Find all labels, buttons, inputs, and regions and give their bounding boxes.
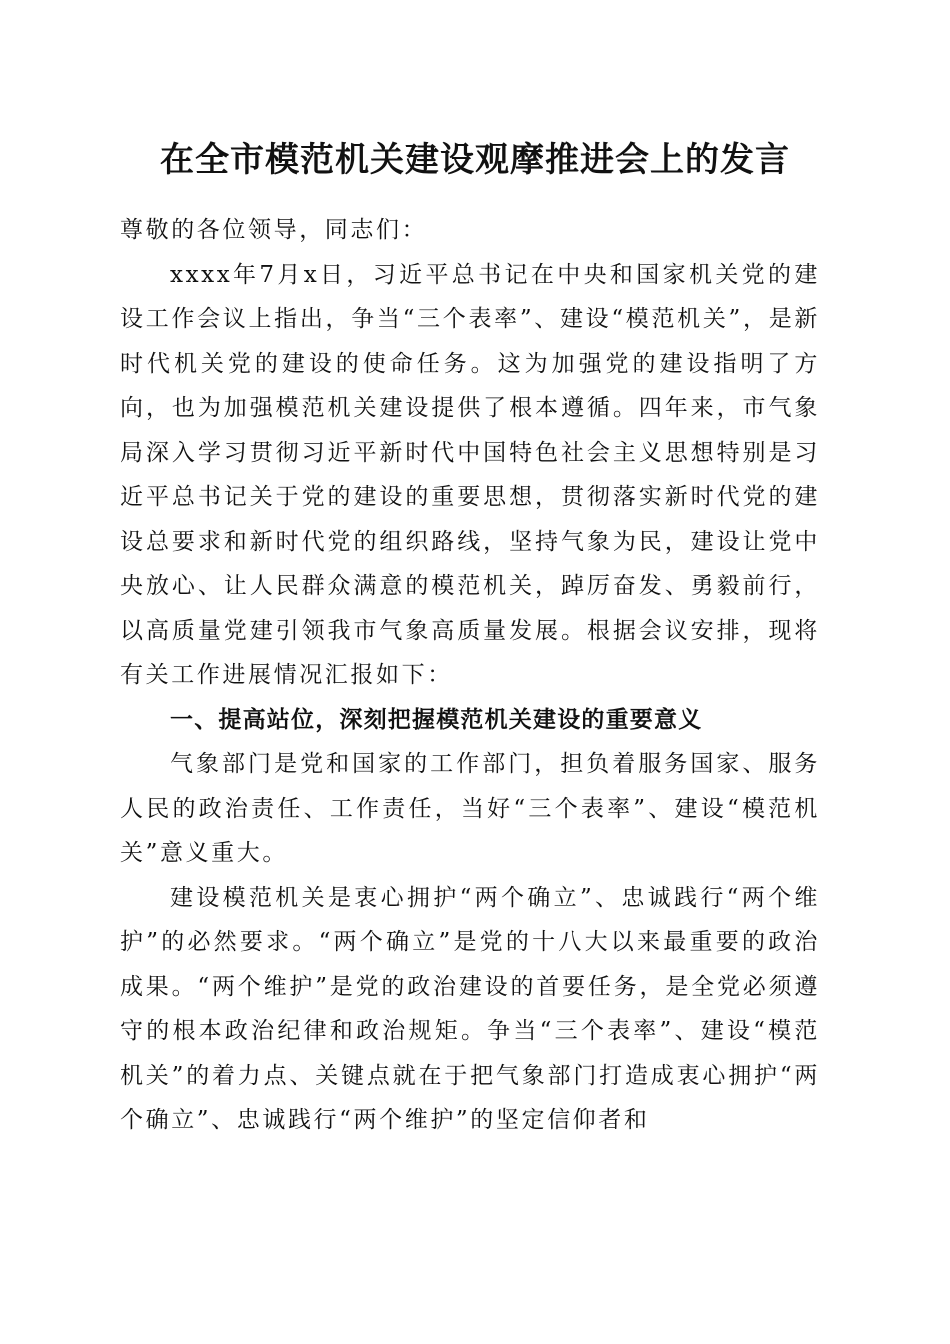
paragraph-section-1-point-1: 建设模范机关是衷心拥护“两个确立”、忠诚践行“两个维护”的必然要求。“两个确立”是党的十八大以来最重要的政治成果。“两个维护”是党的政治建设的首要任务，是全党必须遵守的根本政治纪律和政治规矩。争当“三个表率”、建设“模范机关”的着力点、关键点就在于把气象部门打造成衷心拥护“两个确立”、忠诚践行“两个维护”的坚定信仰者和 [120, 884, 820, 1133]
paragraph-section-1-intro: 气象部门是党和国家的工作部门，担负着服务国家、服务人民的政治责任、工作责任，当好“三个表率”、建设“模范机关”意义重大。 [120, 751, 820, 866]
section-heading-1: 一、提高站位，深刻把握模范机关建设的重要意义 [170, 706, 703, 733]
salutation: 尊敬的各位领导，同志们： [120, 217, 428, 243]
document-title: 在全市模范机关建设观摩推进会上的发言 [160, 140, 790, 180]
document-body [120, 208, 820, 1143]
paragraph-intro: xxxx年7月x日，习近平总书记在中央和国家机关党的建设工作会议上指出，争当“三个表率”、建设“模范机关”，是新时代机关党的建设的使命任务。这为加强党的建设指明了方向，也为加强模范机关建设提供了根本遵循。四年来，市气象局深入学习贯彻习近平新时代中国特色社会主义思想特别是习近平总书记关于党的建设的重要思想，贯彻落实新时代党的建设总要求和新时代党的组织路线，坚持气象为民，建设让党中央放心、让人民群众满意的模范机关，踔厉奋发、勇毅前行，以高质量党建引领我市气象高质量发展。根据会议安排，现将有关工作进展情况汇报如下： [120, 261, 820, 688]
